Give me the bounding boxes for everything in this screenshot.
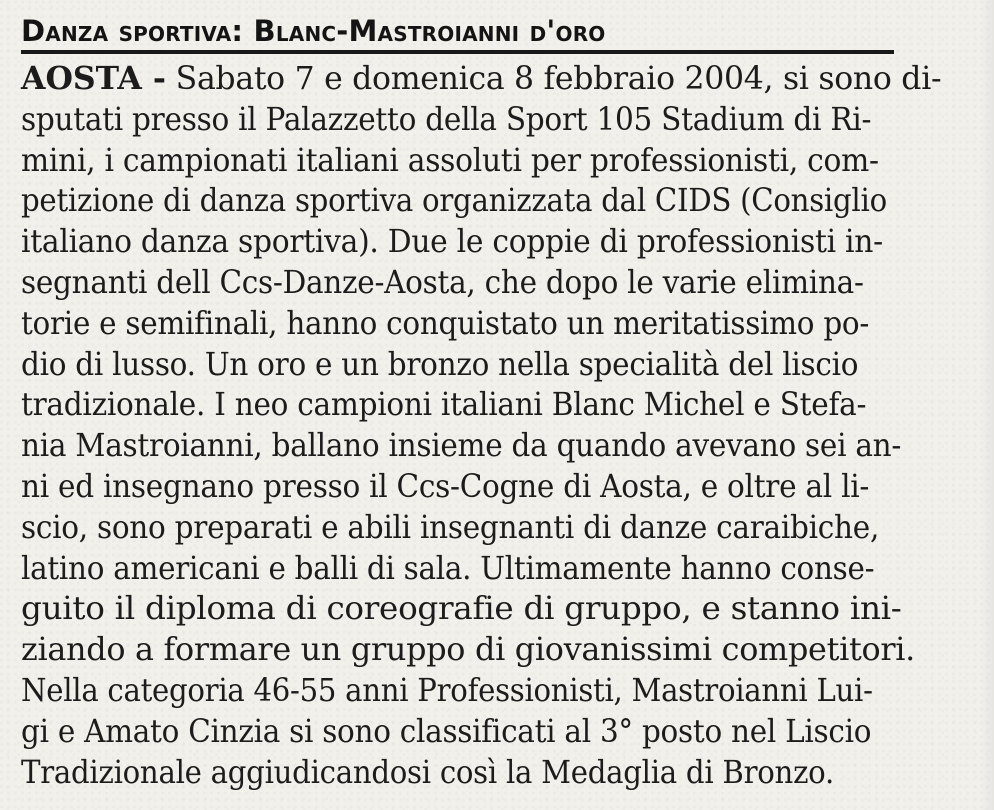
- article-line-11: ni ed insegnano presso il Ccs-Cogne di Aosta, e oltre al li-: [21, 466, 870, 505]
- article-line-6: segnanti dell Ccs-Danze-Aosta, che dopo le varie elimina-: [21, 262, 864, 301]
- article-line-14: guito il diploma di coreografie di gruppo, e stanno ini-: [21, 589, 902, 628]
- article-line-15: ziando a formare un gruppo di giovanissimi competitori.: [21, 630, 915, 669]
- article-line-7: torie e semifinali, hanno conquistato un meritatissimo po-: [21, 303, 870, 342]
- article-line-18: Tradizionale aggiudicandosi così la Medaglia di Bronzo.: [21, 752, 834, 791]
- article-line-9: tradizionale. I neo campioni italiani Blanc Michel e Stefa-: [21, 385, 867, 424]
- article-headline: [21, 14, 891, 48]
- article-line-1: [21, 58, 957, 99]
- headline-part-2: Blanc-Mastroianni d'oro: [253, 14, 606, 48]
- article-line-2: sputati presso il Palazzetto della Sport 105 Stadium di Ri-: [21, 99, 872, 138]
- article-line-8: dio di lusso. Un oro e un bronzo nella specialità del liscio: [21, 344, 859, 383]
- article-line-10: nia Mastroianni, ballano insieme da quando avevano sei an-: [21, 426, 902, 465]
- dateline: AOSTA -: [21, 59, 166, 97]
- article-line-1-text: Sabato 7 e domenica 8 febbraio 2004, si sono di-: [165, 59, 942, 97]
- article-line-16: Nella categoria 46-55 anni Professionisti, Mastroianni Lui-: [21, 670, 873, 709]
- headline-part-1: Danza sportiva:: [21, 14, 254, 48]
- article-body: [21, 58, 971, 792]
- article-line-4: petizione di danza sportiva organizzata dal CIDS (Consiglio: [21, 181, 887, 220]
- headline-underline: [21, 50, 894, 54]
- article-line-17: gi e Amato Cinzia si sono classificati al 3° posto nel Liscio: [21, 711, 872, 750]
- article-line-12: scio, sono preparati e abili insegnanti di danze caraibiche,: [21, 507, 880, 546]
- article-line-3: mini, i campionati italiani assoluti per professionisti, com-: [21, 140, 879, 179]
- article-line-5: italiano danza sportiva). Due le coppie di professionisti in-: [21, 222, 883, 261]
- paper-edge: [980, 0, 994, 810]
- article-line-13: latino americani e balli di sala. Ultimamente hanno conse-: [21, 548, 875, 587]
